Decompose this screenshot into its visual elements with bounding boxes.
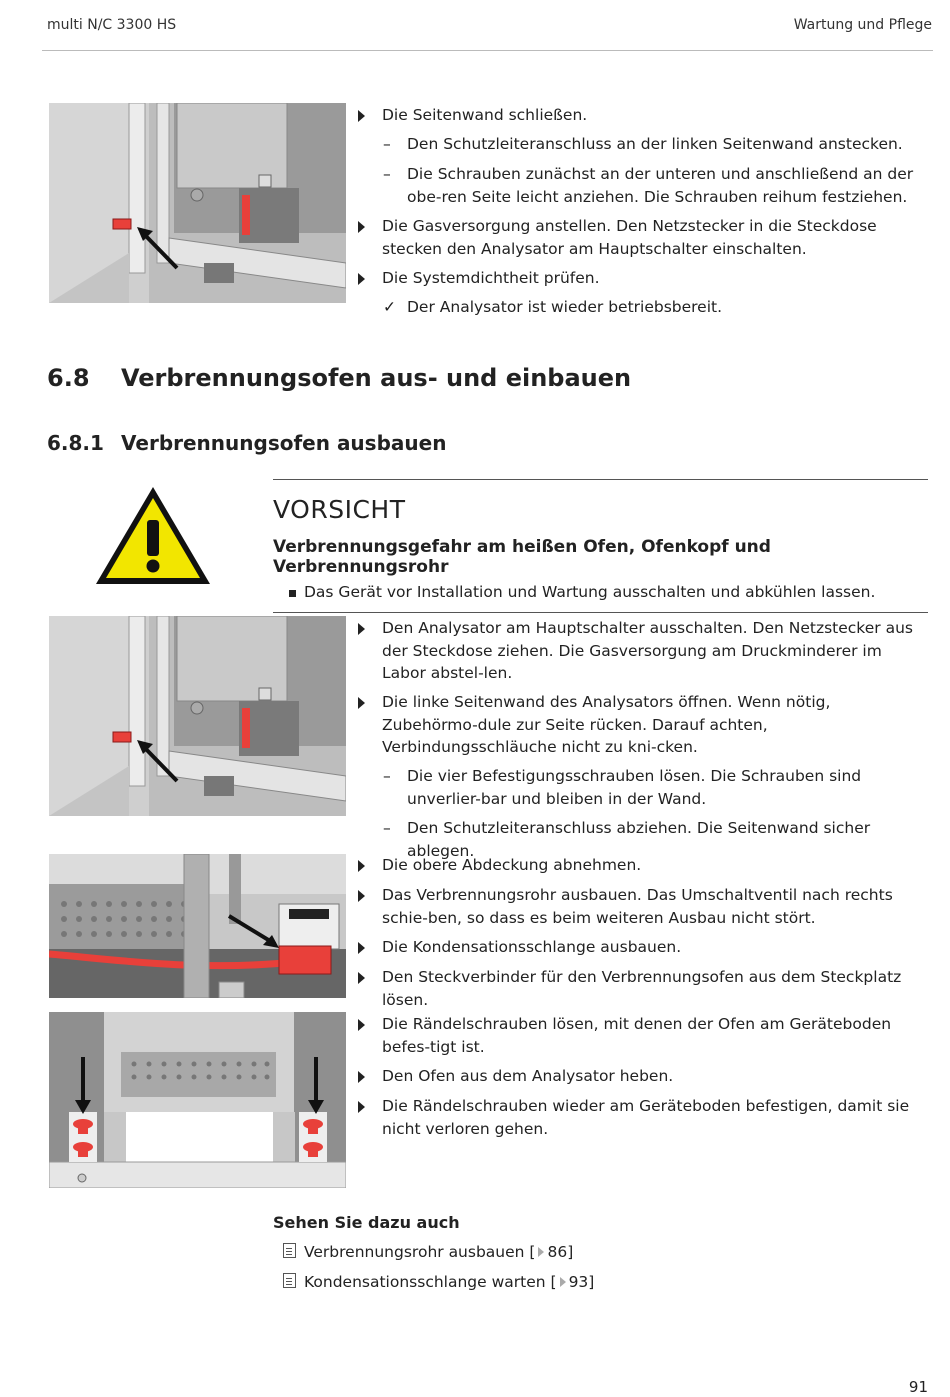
document-icon xyxy=(283,1243,296,1258)
step-arrow-icon xyxy=(358,890,365,902)
step-item: Die Rändelschrauben lösen, mit denen der Ofen am Geräteboden befes-tigt ist. xyxy=(358,1013,928,1058)
substep-item: – Die Schrauben zunächst an der unteren und anschließend an der obe-ren Seite leicht anziehen. Die Schrauben reihum festziehen. xyxy=(383,165,914,206)
figure-side-panel-open xyxy=(49,616,346,816)
square-bullet-icon xyxy=(289,590,296,597)
page-arrow-icon xyxy=(560,1277,566,1287)
step-item: Das Verbrennungsrohr ausbauen. Das Umschaltventil nach rechts schie-ben, so dass es beim weiteren Ausbau nicht stört. xyxy=(358,884,928,929)
see-also-title: Sehen Sie dazu auch xyxy=(273,1213,460,1232)
step-item: Die Gasversorgung anstellen. Den Netzstecker in die Steckdose stecken den Analysator am Hauptschalter einschalten. xyxy=(358,215,928,260)
step-item: Die Seitenwand schließen. xyxy=(358,104,928,127)
step-item: Die Kondensationsschlange ausbauen. xyxy=(358,936,928,959)
step-item: Den Steckverbinder für den Verbrennungsofen aus dem Steckplatz lösen. xyxy=(358,966,928,1011)
step-arrow-icon xyxy=(358,110,365,122)
step-arrow-icon xyxy=(358,623,365,635)
step-arrow-icon xyxy=(358,942,365,954)
step-item: Den Ofen aus dem Analysator heben. xyxy=(358,1065,928,1088)
warning-bottom-rule xyxy=(273,612,928,613)
dash-icon: – xyxy=(383,767,391,785)
section-heading: 6.8 Verbrennungsofen aus- und einbauen xyxy=(47,364,632,392)
document-icon xyxy=(283,1273,296,1288)
figure-oven-top xyxy=(49,854,346,998)
step-arrow-icon xyxy=(358,1019,365,1031)
header-chapter-title: Wartung und Pflege xyxy=(793,17,932,33)
checkmark-icon: ✓ xyxy=(383,298,396,316)
warning-title: Verbrennungsgefahr am heißen Ofen, Ofenkopf und Verbrennungsrohr xyxy=(273,537,771,577)
substep-item: – Den Schutzleiteranschluss an der linken Seitenwand anstecken. xyxy=(383,133,928,156)
step-item: Den Analysator am Hauptschalter ausschalten. Den Netzstecker aus der Steckdose ziehen. Die Gasversorgung am Druckminderer im Labor abstel-len. xyxy=(358,617,928,685)
result-item: ✓ Der Analysator ist wieder betriebsbereit. xyxy=(383,296,928,319)
header-divider xyxy=(42,50,933,51)
subsection-heading: 6.8.1 Verbrennungsofen ausbauen xyxy=(47,431,447,455)
step-arrow-icon xyxy=(358,1101,365,1113)
step-arrow-icon xyxy=(358,697,365,709)
figure-side-panel-close xyxy=(49,103,346,303)
step-arrow-icon xyxy=(358,1071,365,1083)
page-number: 91 xyxy=(908,1378,928,1396)
step-arrow-icon xyxy=(358,221,365,233)
step-arrow-icon xyxy=(358,860,365,872)
figure-oven-base-screws xyxy=(49,1012,346,1188)
step-item: Die Rändelschrauben wieder am Geräteboden befestigen, damit sie nicht verloren gehen. xyxy=(358,1095,928,1140)
warning-top-rule xyxy=(273,479,928,480)
step-item: Die obere Abdeckung abnehmen. xyxy=(358,854,928,877)
substep-item: – Die vier Befestigungsschrauben lösen. Die Schrauben sind unverlier-bar und bleiben in der Wand. xyxy=(383,767,862,808)
dash-icon: – xyxy=(383,135,391,153)
see-also-link[interactable]: Kondensationsschlange warten [ 93] xyxy=(283,1273,594,1291)
warning-triangle-icon xyxy=(93,484,213,588)
step-arrow-icon xyxy=(358,972,365,984)
step-arrow-icon xyxy=(358,273,365,285)
step-item: Die linke Seitenwand des Analysators öffnen. Wenn nötig, Zubehörmo-dule zur Seite rücken. Darauf achten, Verbindungsschläuche nicht zu kni-cken. xyxy=(358,691,928,759)
step-item: Die Systemdichtheit prüfen. xyxy=(358,267,928,290)
dash-icon: – xyxy=(383,819,391,837)
header-document-title: multi N/C 3300 HS xyxy=(47,17,177,33)
substep-item: – Den Schutzleiteranschluss abziehen. Die Seitenwand sicher ablegen. xyxy=(383,819,871,860)
warning-signal-word: VORSICHT xyxy=(273,495,406,524)
page-arrow-icon xyxy=(538,1247,544,1257)
dash-icon: – xyxy=(383,165,391,183)
see-also-link[interactable]: Verbrennungsrohr ausbauen [ 86] xyxy=(283,1243,573,1261)
warning-box xyxy=(273,479,928,613)
warning-bullet: Das Gerät vor Installation und Wartung ausschalten und abkühlen lassen. xyxy=(273,583,928,601)
